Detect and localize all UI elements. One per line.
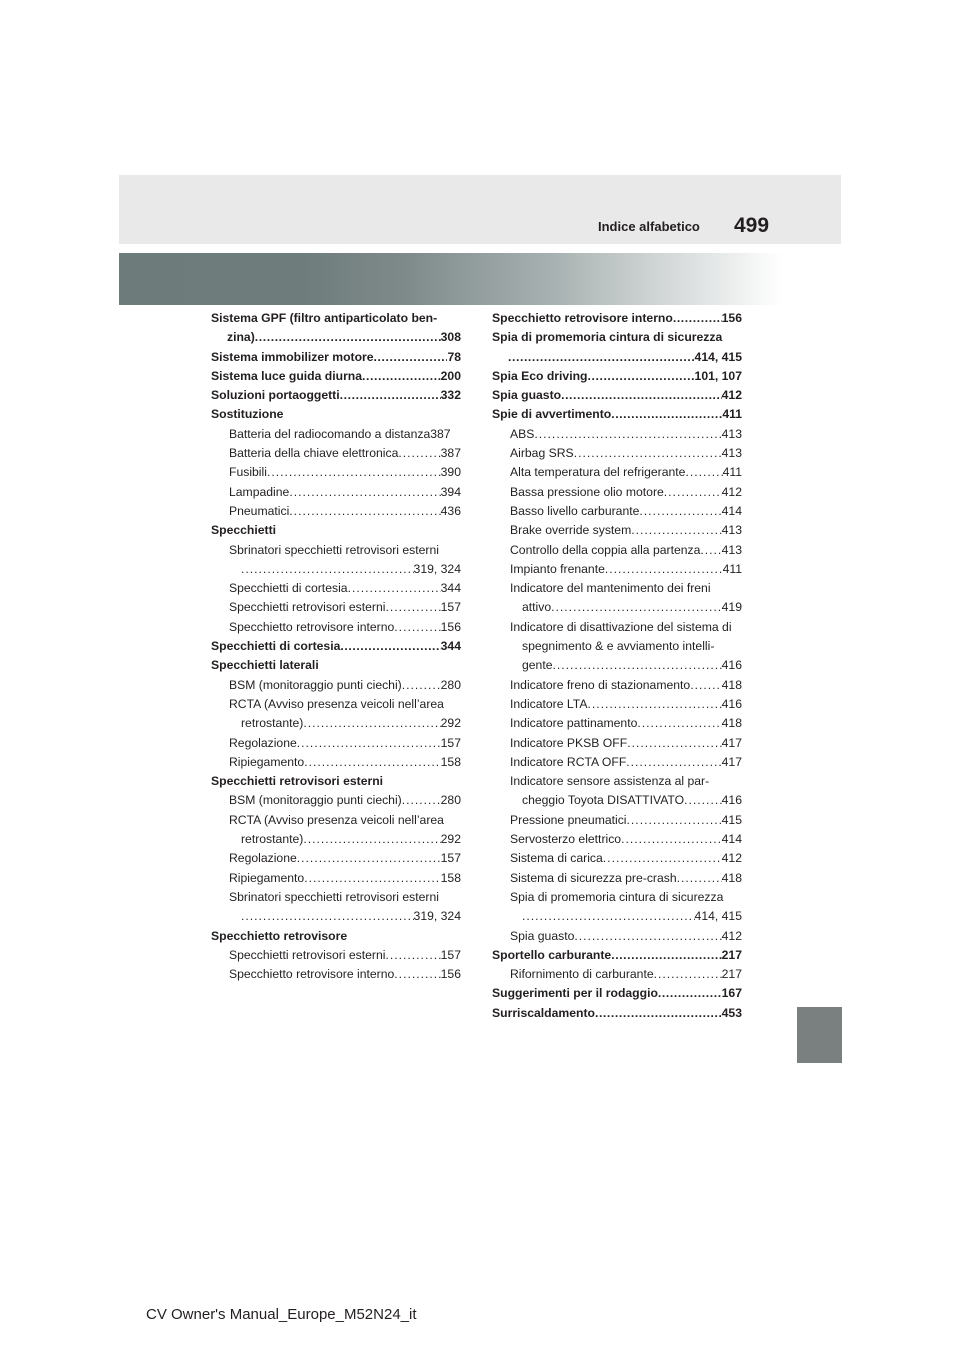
entry-page-ref[interactable]: 157 — [440, 735, 461, 750]
dot-leader — [684, 791, 722, 810]
dot-leader — [654, 965, 722, 984]
index-entry — [492, 965, 742, 984]
dot-leader — [241, 560, 414, 579]
index-entry — [492, 367, 742, 386]
index-entry — [492, 309, 742, 328]
index-entry — [211, 637, 461, 656]
footer-text: CV Owner's Manual_Europe_M52N24_it — [146, 1306, 417, 1323]
entry-text: Indicatore PKSB OFF — [510, 735, 628, 750]
dot-leader — [664, 483, 722, 502]
entry-page-ref[interactable]: 416 — [721, 696, 742, 711]
entry-page-ref[interactable]: 344 — [440, 581, 461, 596]
index-entry — [492, 405, 742, 424]
index-entry — [211, 946, 461, 965]
index-entry — [492, 1004, 742, 1023]
entry-text: Specchietti di cortesia — [211, 639, 341, 654]
entry-page-ref[interactable]: 387 — [440, 446, 461, 461]
index-entry — [211, 328, 461, 347]
dot-leader — [561, 386, 722, 405]
dot-leader — [402, 791, 441, 810]
entry-text: Specchietti laterali — [211, 658, 319, 673]
dot-leader — [658, 984, 722, 1003]
entry-text: Specchietti retrovisori esterni — [229, 947, 386, 962]
entry-text: retrostante) — [241, 832, 304, 847]
entry-text: Specchietti retrovisori esterni — [229, 600, 386, 615]
entry-text: Spia di promemoria cintura di sicurezza — [492, 330, 723, 345]
index-entry — [492, 695, 742, 714]
index-entry — [211, 772, 461, 791]
dot-leader — [605, 560, 723, 579]
dot-leader — [362, 367, 441, 386]
index-entry — [492, 791, 742, 810]
index-entry — [211, 618, 461, 637]
index-entry — [211, 695, 461, 714]
entry-text: Sostituzione — [211, 407, 284, 422]
entry-text: Surriscaldamento — [492, 1005, 595, 1020]
entry-text: RCTA (Avviso presenza veicoli nell’area — [229, 812, 444, 827]
index-entry — [211, 811, 461, 830]
entry-text: BSM (monitoraggio punti ciechi) — [229, 677, 402, 692]
entry-page-ref[interactable]: 415 — [721, 812, 742, 827]
index-entry — [211, 888, 461, 907]
dot-leader — [385, 946, 440, 965]
index-entry — [492, 772, 742, 791]
entry-page-ref[interactable]: 413 — [721, 523, 742, 538]
index-entry — [211, 598, 461, 617]
dot-leader — [551, 598, 722, 617]
dot-leader — [677, 869, 722, 888]
dot-leader — [304, 753, 440, 772]
dot-leader — [588, 367, 695, 386]
entry-page-ref[interactable]: 332 — [440, 388, 461, 403]
entry-page-ref[interactable]: 157 — [440, 851, 461, 866]
entry-page-ref[interactable]: 156 — [440, 967, 461, 982]
dot-leader — [289, 483, 440, 502]
dot-leader — [690, 676, 721, 695]
entry-text: Ripiegamento — [229, 870, 305, 885]
entry-page-ref[interactable]: 413 — [721, 446, 742, 461]
index-entry — [211, 521, 461, 540]
entry-text: Specchietti retrovisori esterni — [211, 774, 384, 789]
entry-text: Pneumatici — [229, 503, 290, 518]
entry-page-ref[interactable]: 280 — [440, 793, 461, 808]
entry-text: Indicatore LTA — [510, 696, 588, 711]
dot-leader — [522, 907, 695, 926]
entry-text: Specchietti — [211, 523, 277, 538]
entry-text: Pressione pneumatici — [510, 812, 627, 827]
index-entry — [492, 328, 742, 347]
entry-page-ref[interactable]: 217 — [721, 947, 742, 962]
index-entry — [492, 444, 742, 463]
header-band — [119, 175, 841, 244]
entry-text: Indicatore del mantenimento dei freni — [510, 581, 711, 596]
dot-leader — [303, 714, 440, 733]
index-entry — [492, 541, 742, 560]
index-entry — [211, 753, 461, 772]
entry-text: Ripiegamento — [229, 754, 305, 769]
entry-text: Airbag SRS — [510, 446, 574, 461]
entry-page-ref[interactable]: 417 — [721, 735, 742, 750]
dot-leader — [255, 328, 441, 347]
entry-page-ref[interactable]: 156 — [721, 311, 742, 325]
index-entry — [492, 830, 742, 849]
index-entry — [211, 791, 461, 810]
entry-text: Specchietto retrovisore interno — [229, 619, 395, 634]
index-entry — [492, 888, 742, 907]
entry-text: Sistema di sicurezza pre-crash — [510, 870, 677, 885]
dot-leader — [348, 579, 441, 598]
entry-page-ref[interactable]: 158 — [440, 754, 461, 769]
dot-leader — [385, 598, 440, 617]
index-entry — [492, 463, 742, 482]
dot-leader — [394, 965, 440, 984]
entry-text: BSM (monitoraggio punti ciechi) — [229, 793, 402, 808]
entry-text: Sistema di carica — [510, 851, 603, 866]
index-entry — [211, 541, 461, 560]
entry-page-ref[interactable]: 411 — [722, 465, 742, 480]
index-entry — [492, 502, 742, 521]
entry-text: Spie di avvertimento — [492, 407, 612, 422]
dot-leader — [241, 907, 414, 926]
entry-text: Specchietto retrovisore — [211, 928, 348, 943]
entry-text: attivo — [522, 600, 552, 615]
entry-text: Rifornimento di carburante — [510, 967, 654, 982]
entry-text: RCTA (Avviso presenza veicoli nell’area — [229, 696, 444, 711]
entry-text: retrostante) — [241, 716, 304, 731]
index-entry — [211, 965, 461, 984]
entry-page-ref[interactable]: 200 — [440, 368, 461, 383]
dot-leader — [267, 463, 441, 482]
entry-page-ref[interactable]: 414, 415 — [694, 349, 742, 364]
entry-page-ref[interactable]: 412 — [721, 851, 742, 866]
entry-page-ref[interactable]: 413 — [721, 542, 742, 557]
entry-text: Indicatore RCTA OFF — [510, 754, 627, 769]
entry-page-ref[interactable]: 414 — [721, 503, 742, 518]
entry-text: Sportello carburante — [492, 947, 612, 962]
entry-page-ref[interactable]: 412 — [721, 928, 742, 943]
thumb-index-tab — [797, 1007, 842, 1063]
entry-page-ref[interactable]: 156 — [440, 619, 461, 634]
dot-leader — [621, 830, 722, 849]
dot-leader — [631, 521, 721, 540]
entry-text: Sistema immobilizer motore — [211, 349, 374, 364]
entry-text: Impianto frenante — [510, 561, 605, 576]
dot-leader — [340, 637, 440, 656]
page-number: 499 — [734, 214, 770, 237]
dot-leader — [685, 463, 722, 482]
entry-text: Specchietto retrovisore interno — [229, 967, 395, 982]
dot-leader — [374, 348, 448, 367]
entry-text: gente — [522, 658, 553, 673]
index-entry — [492, 811, 742, 830]
entry-text: Batteria della chiave elettronica — [229, 446, 399, 461]
index-entry — [211, 676, 461, 695]
entry-text: Alta temperatura del refrigerante — [510, 465, 686, 480]
index-entry — [492, 425, 742, 444]
dot-leader — [508, 348, 695, 367]
index-entry — [211, 483, 461, 502]
entry-text: Servosterzo elettrico — [510, 832, 622, 847]
entry-page-ref[interactable]: 436 — [440, 503, 461, 518]
index-entry — [211, 907, 461, 926]
entry-text: Spia guasto — [492, 388, 562, 403]
index-entry — [492, 521, 742, 540]
index-entry — [211, 386, 461, 405]
entry-text: Spia guasto — [510, 928, 575, 943]
entry-page-ref[interactable]: 158 — [440, 870, 461, 885]
dot-leader — [637, 714, 721, 733]
entry-text: Brake override system — [510, 523, 632, 538]
entry-page-ref[interactable]: 292 — [440, 832, 461, 847]
entry-text: Specchietto retrovisore interno — [492, 311, 673, 325]
dot-leader — [553, 656, 722, 675]
index-entry — [492, 927, 742, 946]
decorative-gradient-bar — [119, 253, 841, 305]
entry-text: Specchietti di cortesia — [229, 581, 348, 596]
index-entry — [211, 656, 461, 675]
entry-page-ref[interactable]: 157 — [440, 947, 461, 962]
dot-leader — [534, 425, 721, 444]
index-entry — [492, 907, 742, 926]
dot-leader — [297, 849, 441, 868]
entry-page-ref[interactable]: 411 — [722, 407, 742, 422]
entry-text: Regolazione — [229, 735, 297, 750]
entry-page-ref[interactable]: 418 — [721, 677, 742, 692]
index-entry — [211, 367, 461, 386]
dot-leader — [304, 869, 440, 888]
entry-page-ref[interactable]: 217 — [721, 967, 742, 982]
index-entry — [492, 386, 742, 405]
entry-text: Sbrinatori specchietti retrovisori esterni — [229, 542, 439, 557]
entry-text: Soluzioni portaoggetti — [211, 388, 340, 403]
index-entry — [211, 425, 461, 444]
index-entry — [492, 348, 742, 367]
entry-page-ref[interactable]: 319, 324 — [413, 561, 461, 576]
entry-text: Spia di promemoria cintura di sicurezza — [510, 889, 724, 904]
entry-text: spegnimento & e avviamento intelli- — [522, 639, 715, 654]
entry-text: Indicatore pattinamento — [510, 716, 638, 731]
entry-text: Indicatore sensore assistenza al par- — [510, 774, 710, 789]
entry-page-ref[interactable]: 414 — [721, 832, 742, 847]
entry-page-ref[interactable]: 394 — [440, 484, 461, 499]
index-entry — [492, 560, 742, 579]
entry-text: Fusibili — [229, 465, 267, 480]
index-entry — [492, 753, 742, 772]
index-entry — [211, 869, 461, 888]
entry-text: Sistema GPF (filtro antiparticolato ben- — [211, 311, 438, 325]
entry-page-ref[interactable]: 157 — [440, 600, 461, 615]
index-entry — [211, 714, 461, 733]
index-entry — [211, 463, 461, 482]
index-entry — [492, 714, 742, 733]
entry-page-ref[interactable]: 167 — [721, 986, 742, 1001]
dot-leader — [398, 444, 440, 463]
entry-text: Indicatore freno di stazionamento — [510, 677, 691, 692]
index-entry — [492, 946, 742, 965]
dot-leader — [340, 386, 441, 405]
dot-leader — [297, 734, 441, 753]
entry-page-ref[interactable]: 419 — [721, 600, 742, 615]
dot-leader — [627, 734, 721, 753]
index-entry — [211, 502, 461, 521]
entry-page-ref[interactable]: 453 — [721, 1005, 742, 1020]
index-entry — [211, 309, 461, 328]
entry-page-ref[interactable]: 411 — [722, 561, 742, 576]
index-entry — [492, 849, 742, 868]
index-column-left — [211, 309, 461, 984]
entry-page-ref[interactable]: 418 — [721, 870, 742, 885]
entry-page-ref[interactable]: 412 — [721, 484, 742, 499]
entry-page-ref[interactable]: 417 — [721, 754, 742, 769]
entry-text: zina) — [227, 330, 255, 345]
dot-leader — [289, 502, 440, 521]
dot-leader — [595, 1004, 722, 1023]
entry-page-ref[interactable]: 418 — [721, 716, 742, 731]
index-entry — [211, 560, 461, 579]
entry-page-ref[interactable]: 387 — [430, 426, 451, 441]
entry-page-ref[interactable]: 319, 324 — [413, 909, 461, 924]
entry-page-ref[interactable]: 308 — [440, 330, 461, 345]
entry-page-ref[interactable]: 413 — [721, 426, 742, 441]
index-entry — [492, 984, 742, 1003]
entry-page-ref[interactable]: 101, 107 — [694, 368, 742, 383]
entry-page-ref[interactable]: 416 — [721, 658, 742, 673]
index-entry — [492, 734, 742, 753]
index-entry — [211, 444, 461, 463]
entry-page-ref[interactable]: 416 — [721, 793, 742, 808]
dot-leader — [627, 811, 722, 830]
index-entry — [492, 598, 742, 617]
entry-page-ref[interactable]: 78 — [447, 349, 461, 364]
entry-text: Indicatore di disattivazione del sistema di — [510, 619, 732, 634]
index-entry — [211, 849, 461, 868]
dot-leader — [603, 849, 722, 868]
index-entry — [492, 869, 742, 888]
index-entry — [492, 676, 742, 695]
entry-page-ref[interactable]: 414, 415 — [694, 909, 742, 924]
dot-leader — [700, 541, 721, 560]
entry-text: Basso livello carburante — [510, 503, 640, 518]
dot-leader — [611, 405, 722, 424]
index-entry — [492, 656, 742, 675]
index-entry — [211, 579, 461, 598]
dot-leader — [639, 502, 721, 521]
entry-page-ref[interactable]: 280 — [440, 677, 461, 692]
dot-leader — [611, 946, 721, 965]
index-entry — [211, 830, 461, 849]
dot-leader — [574, 444, 722, 463]
dot-leader — [402, 676, 441, 695]
entry-page-ref[interactable]: 390 — [440, 465, 461, 480]
entry-text: Controllo della coppia alla partenza — [510, 542, 701, 557]
index-entry — [492, 618, 742, 637]
index-entry — [211, 734, 461, 753]
entry-text: Sbrinatori specchietti retrovisori esterni — [229, 889, 439, 904]
entry-text: cheggio Toyota DISATTIVATO — [522, 793, 685, 808]
index-entry — [211, 927, 461, 946]
entry-text: ABS — [510, 426, 535, 441]
section-title: Indice alfabetico — [598, 219, 700, 234]
dot-leader — [673, 309, 722, 328]
entry-page-ref[interactable]: 412 — [721, 388, 742, 403]
entry-text: Batteria del radiocomando a distanza — [229, 426, 431, 441]
dot-leader — [574, 927, 721, 946]
entry-text: Lampadine — [229, 484, 290, 499]
entry-page-ref[interactable]: 292 — [440, 716, 461, 731]
entry-page-ref[interactable]: 344 — [440, 639, 461, 654]
dot-leader — [394, 618, 440, 637]
index-entry — [211, 348, 461, 367]
entry-text: Regolazione — [229, 851, 297, 866]
index-entry — [492, 579, 742, 598]
entry-text: Spia Eco driving — [492, 368, 588, 383]
entry-text: Suggerimenti per il rodaggio — [492, 986, 658, 1001]
dot-leader — [303, 830, 440, 849]
index-entry — [492, 637, 742, 656]
index-entry — [492, 483, 742, 502]
entry-text: Sistema luce guida diurna — [211, 368, 363, 383]
entry-text: Bassa pressione olio motore — [510, 484, 664, 499]
index-column-right — [492, 309, 742, 1023]
index-entry — [211, 405, 461, 424]
dot-leader — [587, 695, 721, 714]
dot-leader — [626, 753, 721, 772]
